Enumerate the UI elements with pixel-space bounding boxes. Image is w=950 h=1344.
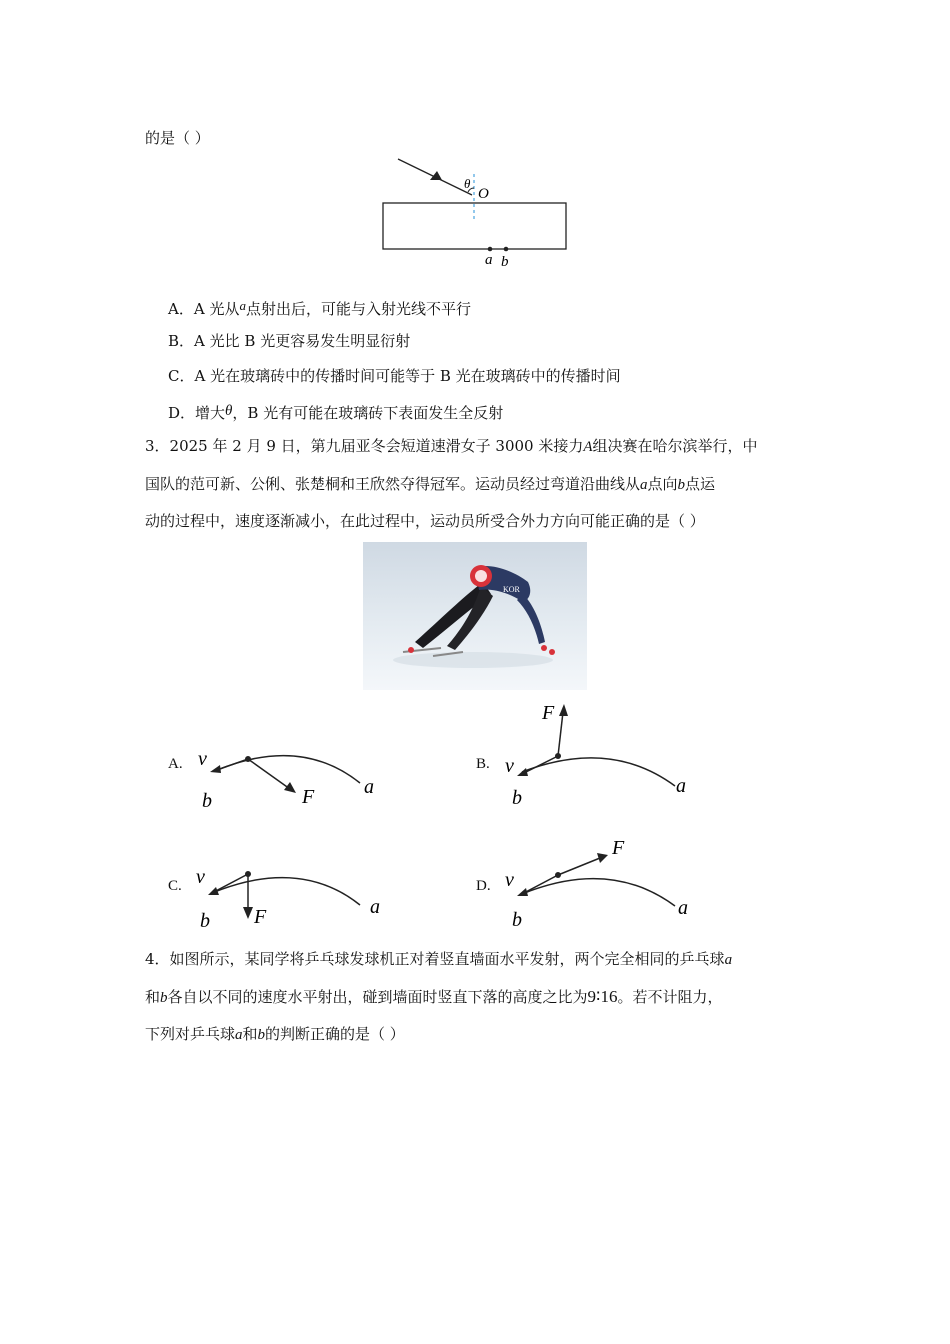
glass-brick (383, 203, 566, 249)
math-var: a (724, 952, 733, 968)
option-label: C． (168, 367, 195, 385)
q3-line-1 (145, 436, 758, 457)
option-text: 增大 (195, 404, 226, 422)
f-label: F (254, 906, 267, 928)
text: 。若不计阻力， (617, 988, 723, 1006)
text: 各自以不同的速度水平射出，碰到墙面时竖直下落的高度之比为 (167, 988, 588, 1006)
v-label: v (505, 869, 514, 891)
q3-option-b-label: B. (476, 756, 490, 772)
math-var: a (239, 298, 246, 313)
q4-line-3 (145, 1024, 405, 1045)
q3-option-c-figure (190, 855, 390, 935)
option-label: D． (168, 404, 196, 422)
glove-tip (541, 645, 547, 651)
point-a-label: a (485, 252, 493, 268)
velocity-arrow (522, 756, 558, 774)
skater-point (245, 756, 251, 762)
point-o-label: O (478, 186, 489, 202)
option-text: ，B 光有可能在玻璃砖下表面发生全反射 (232, 404, 504, 422)
q4-line-1 (145, 949, 732, 970)
force-arrow (558, 712, 563, 756)
text: 的判断正确的是（ ） (265, 1025, 405, 1043)
skater-photo (363, 542, 587, 690)
text: 点向 (647, 475, 678, 493)
f-label: F (542, 702, 555, 724)
ratio-value: 9∶16 (587, 987, 618, 1006)
q3-option-b-figure (500, 698, 700, 813)
q3-option-d-figure (500, 830, 700, 935)
bib-label: KOR (503, 585, 520, 594)
option-text: A 光从 (193, 300, 240, 318)
point-b-dot (504, 247, 509, 252)
point-b-label: b (501, 254, 509, 270)
option-text: A 光比 B 光更容易发生明显衍射 (194, 332, 411, 350)
math-var: b (160, 990, 168, 1006)
q2-stem-tail: 的是（ ） (145, 129, 210, 147)
v-label: v (196, 866, 205, 888)
q4-line-2 (145, 987, 722, 1008)
text: 下列对乒乓球 (145, 1025, 236, 1043)
text: 4．如图所示，某同学将乒乓球发球机正对着竖直墙面水平发射，两个完全相同的乒乓球 (145, 950, 725, 968)
b-label: b (202, 790, 212, 812)
text: 国队的范可新、公俐、张楚桐和王欣然夺得冠军。运动员经过弯道沿曲线从 (145, 475, 641, 493)
b-label: b (512, 909, 522, 931)
math-var: b (677, 477, 686, 493)
a-label: a (678, 897, 688, 919)
option-label: B． (168, 332, 195, 350)
q3-option-a-label: A. (168, 756, 183, 772)
q3-line-2 (145, 474, 715, 495)
math-var: a (640, 477, 648, 493)
math-var: b (257, 1027, 266, 1043)
f-label: F (612, 837, 625, 859)
option-label: A． (168, 300, 194, 318)
q2-option-a (168, 296, 471, 319)
math-var: A (583, 439, 593, 455)
text: 3．2025 年 2 月 9 日，第九届亚冬会短道速滑女子 3000 米接力 (145, 437, 584, 455)
point-a-dot (488, 247, 493, 252)
option-text: A 光在玻璃砖中的传播时间可能等于 B 光在玻璃砖中的传播时间 (194, 367, 621, 385)
v-label: v (198, 748, 207, 770)
text: 点运 (685, 475, 716, 493)
text: 和 (242, 1025, 258, 1043)
skater-point (555, 872, 561, 878)
q3-option-c-label: C. (168, 878, 182, 894)
skater-point (555, 753, 561, 759)
q2-option-d (168, 401, 503, 423)
math-var: a (235, 1027, 243, 1043)
a-label: a (676, 775, 686, 797)
f-label: F (302, 786, 315, 808)
q3-option-d-label: D. (476, 878, 491, 894)
theta-label: θ (464, 176, 471, 191)
q3-line-3: 动的过程中，速度逐渐减小，在此过程中，运动员所受合外力方向可能正确的是（ ） (145, 512, 705, 530)
q2-glass-figure (380, 150, 580, 275)
q2-option-b (168, 331, 410, 351)
q2-option-c (168, 366, 621, 386)
text: 和 (145, 988, 161, 1006)
v-label: v (505, 755, 514, 777)
b-label: b (512, 787, 522, 809)
math-var: θ (225, 403, 233, 419)
skater-shadow (393, 652, 553, 668)
b-label: b (200, 910, 210, 932)
a-label: a (370, 896, 380, 918)
option-text: 点射出后，可能与入射光线不平行 (245, 300, 471, 318)
q3-option-a-figure (190, 735, 390, 815)
force-arrow (558, 858, 600, 875)
skater-point (245, 871, 251, 877)
force-arrow (248, 759, 290, 789)
text: 组决赛在哈尔滨举行，中 (592, 437, 758, 455)
a-label: a (364, 776, 374, 798)
trajectory-curve (215, 756, 360, 783)
